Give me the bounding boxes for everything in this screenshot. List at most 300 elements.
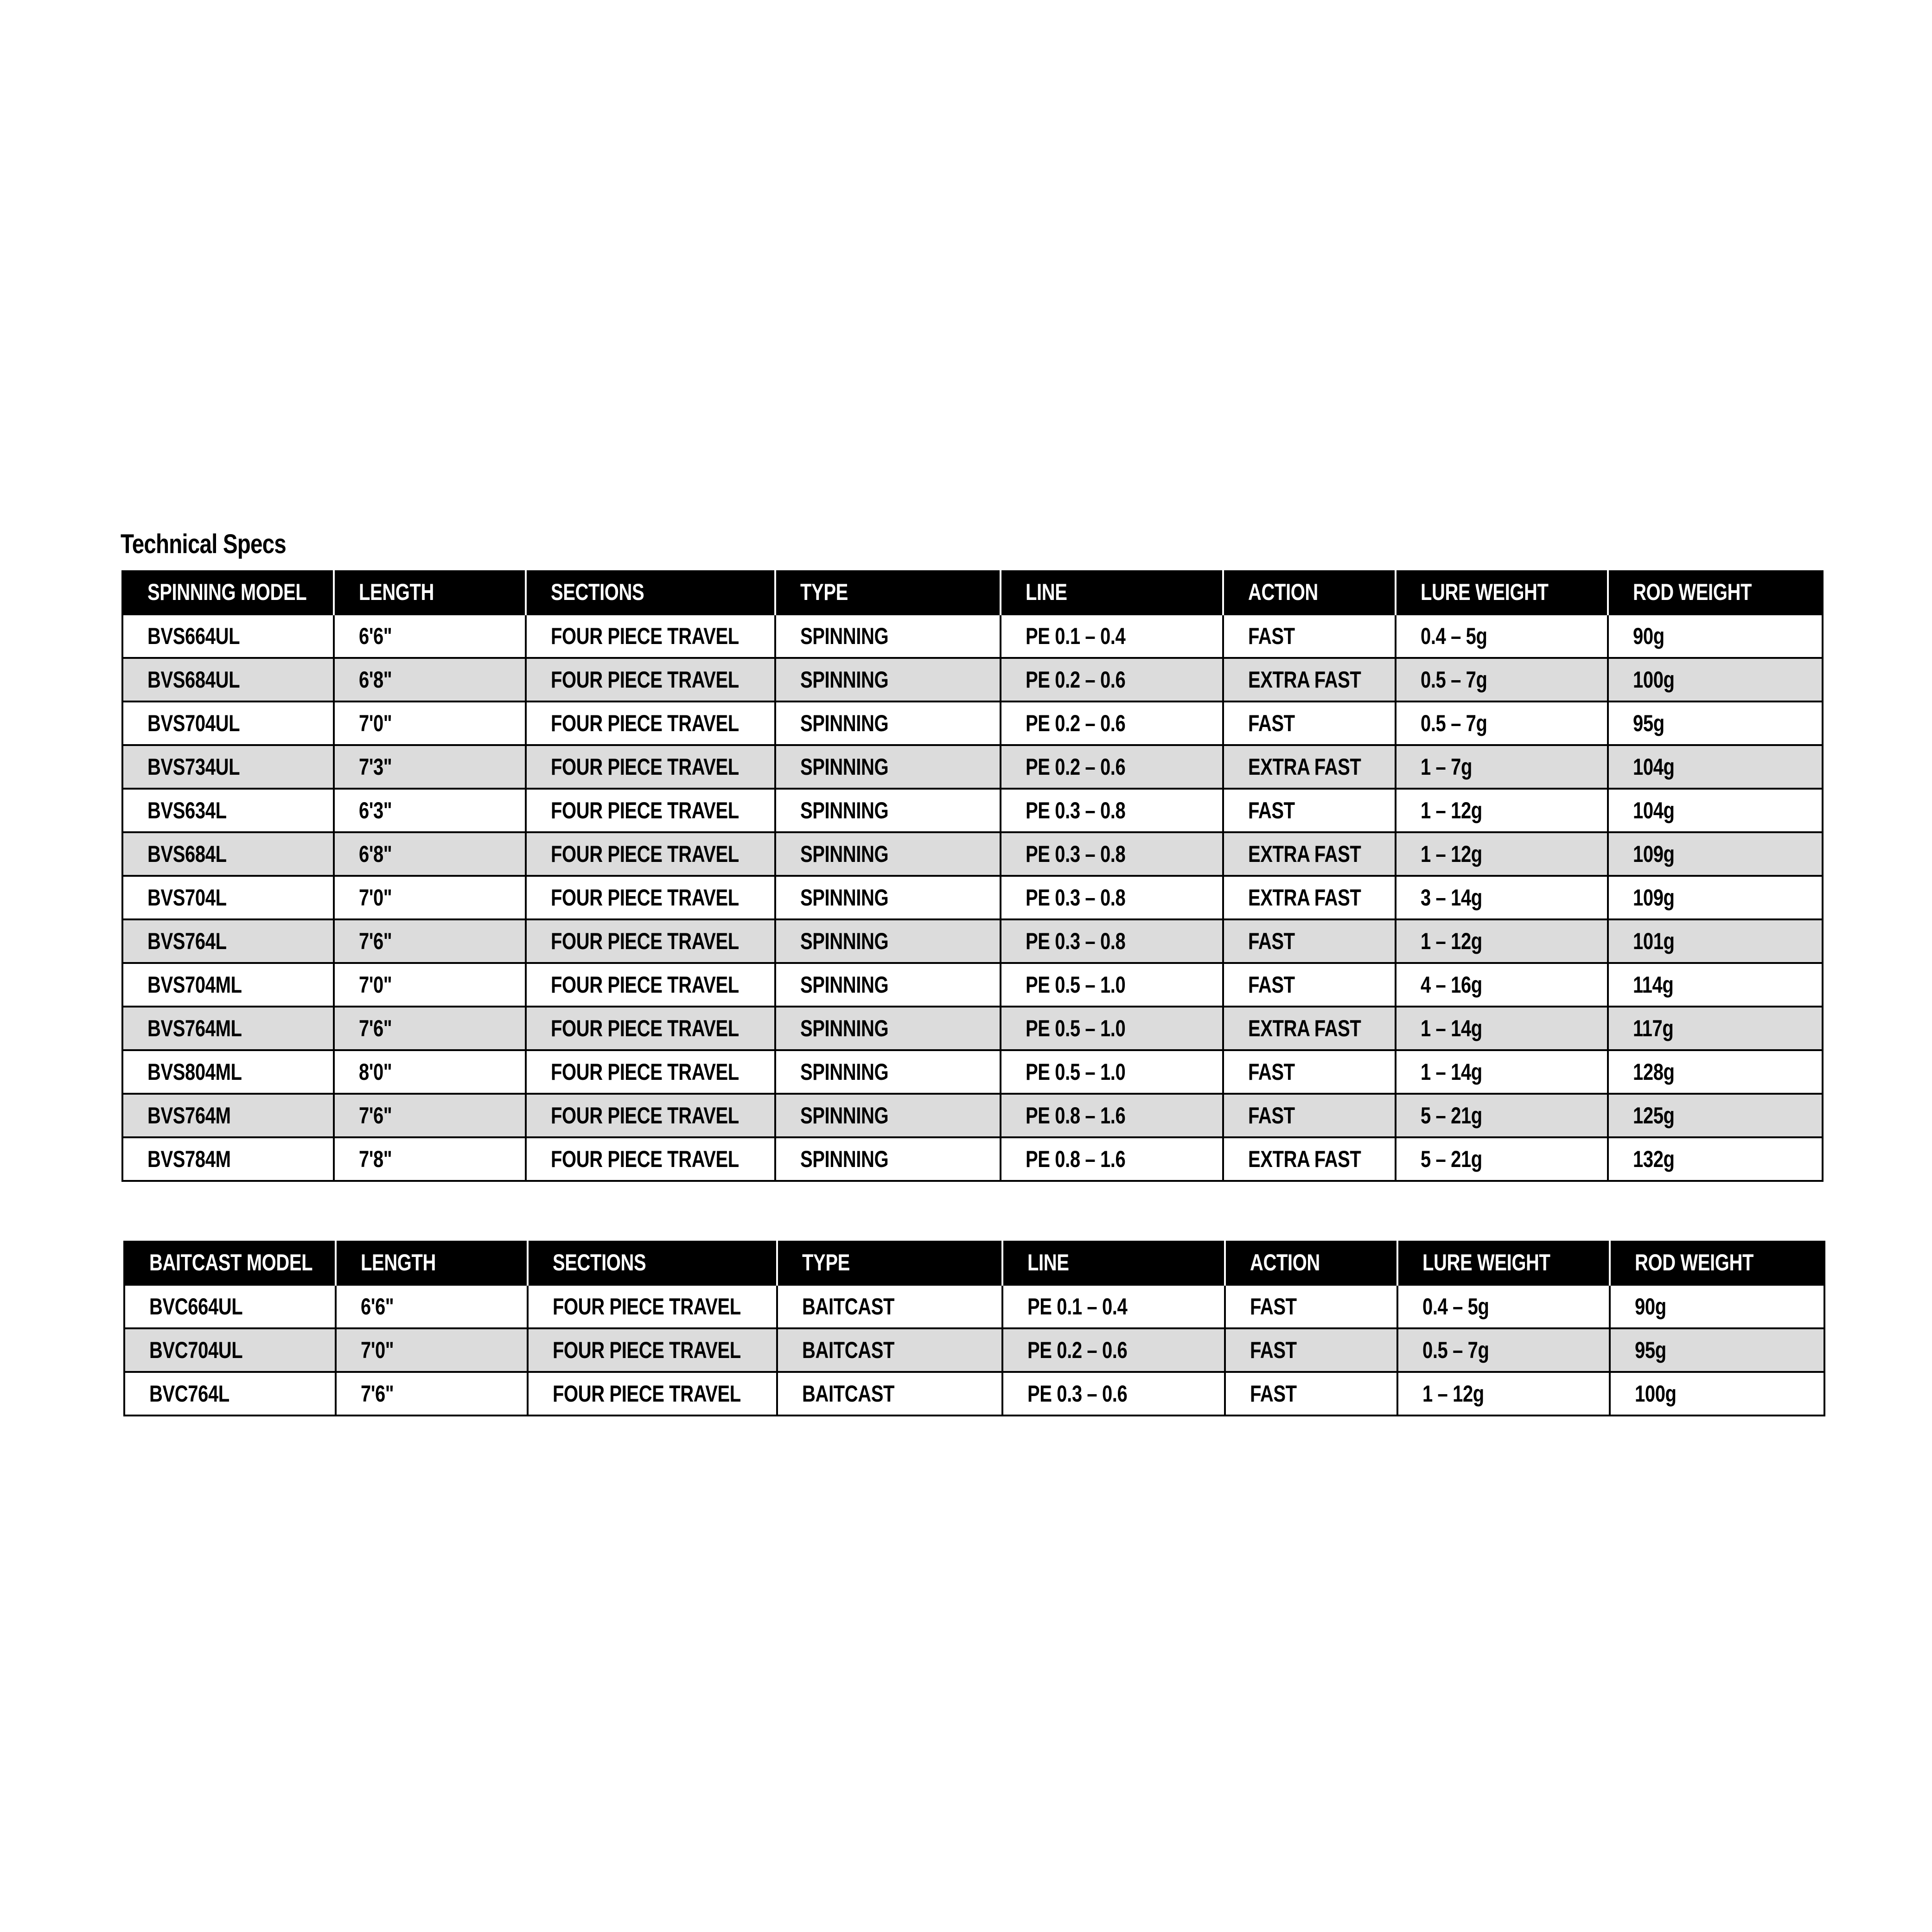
table-row: [122, 876, 1823, 919]
cell-value: SPINNING: [800, 841, 889, 867]
cell-value: 7'6": [359, 1015, 392, 1041]
cell-value: BVC664UL: [149, 1294, 243, 1320]
cell-model: [122, 658, 334, 701]
cell-value: 125g: [1633, 1103, 1675, 1129]
table-header-row: [124, 1241, 1824, 1285]
cell-value: 101g: [1633, 928, 1675, 954]
column-header-label: ROD WEIGHT: [1635, 1249, 1753, 1275]
cell-value: 1 – 7g: [1421, 754, 1472, 780]
cell-line: [1001, 919, 1223, 963]
cell-value: 132g: [1633, 1146, 1675, 1172]
table-row: [122, 1137, 1823, 1181]
cell-value: BVS784M: [147, 1146, 231, 1172]
column-header-label: ACTION: [1248, 579, 1318, 605]
cell-sections: [528, 1285, 777, 1328]
cell-value: SPINNING: [800, 928, 889, 954]
cell-model: [122, 1007, 334, 1050]
cell-value: BAITCAST: [802, 1294, 895, 1320]
column-header-label: LENGTH: [361, 1249, 436, 1275]
cell-value: BVS704ML: [147, 972, 242, 998]
column-header-sections: [526, 570, 775, 614]
column-header-type: [777, 1241, 1002, 1285]
cell-value: FOUR PIECE TRAVEL: [551, 1103, 739, 1129]
cell-model: [122, 832, 334, 876]
cell-value: BVC764L: [149, 1381, 230, 1407]
cell-type: [777, 1285, 1002, 1328]
cell-rod-weight: [1608, 789, 1823, 832]
cell-sections: [526, 876, 775, 919]
cell-value: EXTRA FAST: [1248, 885, 1361, 911]
cell-value: PE 0.2 – 0.6: [1026, 710, 1126, 736]
table-row: [122, 745, 1823, 789]
cell-length: [336, 1285, 528, 1328]
cell-type: [775, 1007, 1001, 1050]
cell-value: SPINNING: [800, 1146, 889, 1172]
cell-value: FOUR PIECE TRAVEL: [553, 1337, 741, 1363]
cell-value: 6'8": [359, 841, 392, 867]
cell-value: BVS664UL: [147, 623, 240, 649]
cell-value: BVS764ML: [147, 1015, 242, 1041]
cell-value: EXTRA FAST: [1248, 754, 1361, 780]
column-header-line: [1002, 1241, 1225, 1285]
table-row: [124, 1328, 1824, 1372]
column-header-label: ROD WEIGHT: [1633, 579, 1752, 605]
cell-length: [334, 1137, 526, 1181]
column-header-label: TYPE: [800, 579, 848, 605]
cell-lure-weight: [1396, 745, 1608, 789]
table-row: [124, 1372, 1824, 1416]
cell-value: FAST: [1248, 972, 1295, 998]
cell-type: [775, 1050, 1001, 1094]
cell-rod-weight: [1608, 1094, 1823, 1137]
cell-line: [1001, 701, 1223, 745]
cell-model: [122, 919, 334, 963]
cell-length: [334, 1007, 526, 1050]
cell-line: [1002, 1285, 1225, 1328]
cell-value: 4 – 16g: [1421, 972, 1482, 998]
column-header-label: LINE: [1027, 1249, 1069, 1275]
cell-action: [1223, 1137, 1396, 1181]
cell-line: [1001, 1094, 1223, 1137]
cell-value: 8'0": [359, 1059, 392, 1085]
table-row: [122, 658, 1823, 701]
column-header-length: [334, 570, 526, 614]
cell-value: 7'6": [359, 1103, 392, 1129]
cell-value: PE 0.3 – 0.8: [1026, 885, 1126, 911]
cell-rod-weight: [1608, 1050, 1823, 1094]
cell-value: 1 – 12g: [1421, 841, 1482, 867]
column-header-label: LURE WEIGHT: [1421, 579, 1549, 605]
column-header-label: LURE WEIGHT: [1422, 1249, 1550, 1275]
cell-value: 128g: [1633, 1059, 1675, 1085]
cell-line: [1001, 832, 1223, 876]
cell-lure-weight: [1396, 919, 1608, 963]
cell-model: [122, 1050, 334, 1094]
cell-rod-weight: [1608, 1137, 1823, 1181]
cell-lure-weight: [1396, 1137, 1608, 1181]
table-row: [122, 614, 1823, 658]
cell-line: [1001, 658, 1223, 701]
table-row: [122, 1007, 1823, 1050]
cell-value: BVS684L: [147, 841, 227, 867]
cell-value: BVS634L: [147, 797, 227, 823]
cell-model: [122, 745, 334, 789]
cell-model: [122, 876, 334, 919]
cell-value: 109g: [1633, 885, 1675, 911]
cell-model: [122, 1137, 334, 1181]
cell-value: PE 0.3 – 0.6: [1027, 1381, 1128, 1407]
column-header-model: [124, 1241, 336, 1285]
column-header-action: [1223, 570, 1396, 614]
cell-action: [1225, 1372, 1397, 1416]
cell-value: SPINNING: [800, 754, 889, 780]
table-body: [122, 614, 1823, 1181]
cell-value: BAITCAST: [802, 1337, 895, 1363]
cell-value: 109g: [1633, 841, 1675, 867]
cell-sections: [526, 832, 775, 876]
cell-type: [775, 919, 1001, 963]
cell-value: 7'0": [359, 710, 392, 736]
cell-value: FOUR PIECE TRAVEL: [551, 841, 739, 867]
cell-model: [122, 614, 334, 658]
cell-value: 0.5 – 7g: [1422, 1337, 1489, 1363]
cell-lure-weight: [1397, 1328, 1610, 1372]
column-header-label: ACTION: [1250, 1249, 1320, 1275]
page-title: Technical Specs: [121, 529, 286, 559]
cell-value: BVS764M: [147, 1103, 231, 1129]
cell-value: PE 0.8 – 1.6: [1026, 1146, 1126, 1172]
cell-sections: [526, 1137, 775, 1181]
cell-value: FAST: [1248, 710, 1295, 736]
column-header-rod-weight: [1610, 1241, 1824, 1285]
cell-type: [777, 1328, 1002, 1372]
cell-value: FOUR PIECE TRAVEL: [551, 623, 739, 649]
column-header-lure-weight: [1397, 1241, 1610, 1285]
cell-value: 117g: [1633, 1015, 1674, 1041]
cell-value: FOUR PIECE TRAVEL: [551, 1015, 739, 1041]
cell-line: [1001, 876, 1223, 919]
cell-action: [1225, 1285, 1397, 1328]
cell-sections: [526, 1094, 775, 1137]
cell-value: 0.4 – 5g: [1421, 623, 1487, 649]
cell-value: FOUR PIECE TRAVEL: [551, 1059, 739, 1085]
cell-value: BVS764L: [147, 928, 227, 954]
cell-line: [1002, 1372, 1225, 1416]
cell-value: 100g: [1633, 667, 1675, 693]
cell-sections: [526, 919, 775, 963]
cell-rod-weight: [1608, 658, 1823, 701]
cell-value: EXTRA FAST: [1248, 1015, 1361, 1041]
cell-sections: [526, 963, 775, 1007]
cell-value: 7'6": [359, 928, 392, 954]
cell-value: SPINNING: [800, 1059, 889, 1085]
cell-value: 0.5 – 7g: [1421, 710, 1487, 736]
cell-value: 0.5 – 7g: [1421, 667, 1487, 693]
cell-value: BVS684UL: [147, 667, 240, 693]
cell-sections: [526, 658, 775, 701]
cell-value: FAST: [1248, 623, 1295, 649]
cell-value: SPINNING: [800, 1015, 889, 1041]
cell-line: [1002, 1328, 1225, 1372]
cell-value: FAST: [1250, 1381, 1297, 1407]
cell-model: [124, 1372, 336, 1416]
cell-line: [1001, 745, 1223, 789]
cell-rod-weight: [1608, 919, 1823, 963]
cell-sections: [526, 1007, 775, 1050]
column-header-label: SECTIONS: [551, 579, 644, 605]
column-header-rod-weight: [1608, 570, 1823, 614]
cell-type: [777, 1372, 1002, 1416]
cell-value: 1 – 12g: [1421, 928, 1482, 954]
cell-value: BAITCAST: [802, 1381, 895, 1407]
cell-type: [775, 963, 1001, 1007]
cell-sections: [526, 614, 775, 658]
cell-rod-weight: [1610, 1285, 1824, 1328]
cell-line: [1001, 1137, 1223, 1181]
cell-lure-weight: [1396, 614, 1608, 658]
table-row: [122, 963, 1823, 1007]
cell-lure-weight: [1396, 1094, 1608, 1137]
cell-length: [334, 832, 526, 876]
cell-type: [775, 658, 1001, 701]
cell-value: 7'6": [361, 1381, 394, 1407]
cell-length: [334, 919, 526, 963]
cell-length: [334, 701, 526, 745]
cell-model: [124, 1328, 336, 1372]
cell-value: FOUR PIECE TRAVEL: [551, 754, 739, 780]
column-header-label: LINE: [1026, 579, 1067, 605]
cell-value: EXTRA FAST: [1248, 667, 1361, 693]
cell-value: FOUR PIECE TRAVEL: [551, 667, 739, 693]
cell-action: [1223, 789, 1396, 832]
cell-value: 3 – 14g: [1421, 885, 1482, 911]
cell-lure-weight: [1396, 876, 1608, 919]
cell-lure-weight: [1396, 701, 1608, 745]
cell-value: FOUR PIECE TRAVEL: [553, 1381, 741, 1407]
column-header-type: [775, 570, 1001, 614]
cell-value: 104g: [1633, 797, 1675, 823]
column-header-line: [1001, 570, 1223, 614]
table-row: [122, 789, 1823, 832]
cell-value: BVC704UL: [149, 1337, 243, 1363]
column-header-label: TYPE: [802, 1249, 850, 1275]
cell-action: [1223, 1050, 1396, 1094]
cell-action: [1223, 876, 1396, 919]
cell-value: FAST: [1248, 1059, 1295, 1085]
cell-value: 1 – 12g: [1422, 1381, 1484, 1407]
cell-value: SPINNING: [800, 623, 889, 649]
cell-rod-weight: [1608, 832, 1823, 876]
cell-action: [1223, 963, 1396, 1007]
baitcast-specs-table: [123, 1241, 1825, 1416]
cell-value: 1 – 12g: [1421, 797, 1482, 823]
cell-value: PE 0.2 – 0.6: [1026, 667, 1126, 693]
cell-sections: [526, 789, 775, 832]
cell-line: [1001, 789, 1223, 832]
cell-value: 90g: [1633, 623, 1664, 649]
cell-model: [122, 963, 334, 1007]
cell-value: SPINNING: [800, 885, 889, 911]
cell-value: BVS734UL: [147, 754, 240, 780]
table-body: [124, 1285, 1824, 1416]
cell-length: [334, 745, 526, 789]
cell-value: FAST: [1248, 1103, 1295, 1129]
table-row: [122, 1094, 1823, 1137]
cell-value: 6'6": [359, 623, 392, 649]
cell-action: [1223, 658, 1396, 701]
cell-value: 100g: [1635, 1381, 1677, 1407]
cell-value: FOUR PIECE TRAVEL: [551, 972, 739, 998]
cell-type: [775, 701, 1001, 745]
cell-value: 6'8": [359, 667, 392, 693]
cell-type: [775, 789, 1001, 832]
cell-value: FAST: [1248, 797, 1295, 823]
cell-action: [1223, 919, 1396, 963]
cell-sections: [526, 1050, 775, 1094]
cell-action: [1223, 1007, 1396, 1050]
cell-action: [1223, 701, 1396, 745]
cell-value: PE 0.8 – 1.6: [1026, 1103, 1126, 1129]
cell-rod-weight: [1608, 876, 1823, 919]
cell-type: [775, 832, 1001, 876]
cell-line: [1001, 614, 1223, 658]
cell-lure-weight: [1396, 1007, 1608, 1050]
cell-value: FAST: [1250, 1337, 1297, 1363]
cell-value: FOUR PIECE TRAVEL: [551, 797, 739, 823]
cell-model: [122, 1094, 334, 1137]
cell-value: FOUR PIECE TRAVEL: [551, 885, 739, 911]
cell-value: 1 – 14g: [1421, 1059, 1482, 1085]
cell-rod-weight: [1608, 963, 1823, 1007]
cell-type: [775, 876, 1001, 919]
cell-sections: [526, 745, 775, 789]
cell-lure-weight: [1396, 963, 1608, 1007]
cell-value: FOUR PIECE TRAVEL: [551, 928, 739, 954]
cell-value: PE 0.3 – 0.8: [1026, 928, 1126, 954]
cell-value: SPINNING: [800, 1103, 889, 1129]
cell-rod-weight: [1610, 1372, 1824, 1416]
cell-type: [775, 745, 1001, 789]
cell-value: EXTRA FAST: [1248, 1146, 1361, 1172]
cell-value: 5 – 21g: [1421, 1146, 1482, 1172]
column-header-label: SPINNING MODEL: [147, 579, 307, 605]
column-header-lure-weight: [1396, 570, 1608, 614]
cell-value: 1 – 14g: [1421, 1015, 1482, 1041]
cell-value: 5 – 21g: [1421, 1103, 1482, 1129]
cell-value: SPINNING: [800, 710, 889, 736]
cell-length: [336, 1372, 528, 1416]
cell-value: FOUR PIECE TRAVEL: [551, 1146, 739, 1172]
cell-value: PE 0.3 – 0.8: [1026, 797, 1126, 823]
cell-value: 90g: [1635, 1294, 1666, 1320]
cell-length: [336, 1328, 528, 1372]
cell-length: [334, 876, 526, 919]
cell-length: [334, 1094, 526, 1137]
cell-line: [1001, 1007, 1223, 1050]
cell-value: PE 0.1 – 0.4: [1026, 623, 1126, 649]
cell-line: [1001, 1050, 1223, 1094]
cell-value: PE 0.5 – 1.0: [1026, 972, 1126, 998]
cell-value: PE 0.1 – 0.4: [1027, 1294, 1128, 1320]
cell-action: [1223, 832, 1396, 876]
cell-value: 104g: [1633, 754, 1675, 780]
cell-type: [775, 1137, 1001, 1181]
cell-length: [334, 1050, 526, 1094]
cell-sections: [528, 1372, 777, 1416]
cell-value: 95g: [1633, 710, 1664, 736]
cell-value: PE 0.5 – 1.0: [1026, 1015, 1126, 1041]
cell-value: 7'3": [359, 754, 392, 780]
cell-value: 0.4 – 5g: [1422, 1294, 1489, 1320]
cell-rod-weight: [1608, 701, 1823, 745]
table-row: [122, 832, 1823, 876]
cell-rod-weight: [1610, 1328, 1824, 1372]
cell-length: [334, 789, 526, 832]
column-header-label: SECTIONS: [553, 1249, 646, 1275]
cell-action: [1223, 745, 1396, 789]
cell-action: [1225, 1328, 1397, 1372]
cell-value: 95g: [1635, 1337, 1666, 1363]
cell-action: [1223, 1094, 1396, 1137]
spinning-specs-table: [121, 570, 1824, 1182]
column-header-length: [336, 1241, 528, 1285]
cell-model: [122, 701, 334, 745]
cell-rod-weight: [1608, 614, 1823, 658]
cell-value: PE 0.2 – 0.6: [1026, 754, 1126, 780]
column-header-model: [122, 570, 334, 614]
cell-value: PE 0.2 – 0.6: [1027, 1337, 1128, 1363]
cell-value: 7'0": [361, 1337, 394, 1363]
cell-lure-weight: [1397, 1285, 1610, 1328]
cell-value: BVS704L: [147, 885, 227, 911]
table-row: [122, 919, 1823, 963]
column-header-label: LENGTH: [359, 579, 434, 605]
cell-model: [122, 789, 334, 832]
cell-lure-weight: [1396, 832, 1608, 876]
cell-rod-weight: [1608, 1007, 1823, 1050]
cell-value: BVS704UL: [147, 710, 240, 736]
table-row: [124, 1285, 1824, 1328]
table-row: [122, 701, 1823, 745]
column-header-action: [1225, 1241, 1397, 1285]
cell-value: 7'0": [359, 885, 392, 911]
table-header-row: [122, 570, 1823, 614]
cell-value: PE 0.5 – 1.0: [1026, 1059, 1126, 1085]
cell-value: FAST: [1248, 928, 1295, 954]
cell-length: [334, 658, 526, 701]
cell-line: [1001, 963, 1223, 1007]
cell-value: SPINNING: [800, 667, 889, 693]
cell-value: FOUR PIECE TRAVEL: [551, 710, 739, 736]
cell-sections: [528, 1328, 777, 1372]
column-header-sections: [528, 1241, 777, 1285]
cell-value: 114g: [1633, 972, 1674, 998]
cell-value: PE 0.3 – 0.8: [1026, 841, 1126, 867]
cell-action: [1223, 614, 1396, 658]
cell-lure-weight: [1396, 789, 1608, 832]
cell-value: 7'0": [359, 972, 392, 998]
table-row: [122, 1050, 1823, 1094]
cell-length: [334, 963, 526, 1007]
cell-rod-weight: [1608, 745, 1823, 789]
cell-value: EXTRA FAST: [1248, 841, 1361, 867]
cell-value: SPINNING: [800, 972, 889, 998]
cell-value: 6'6": [361, 1294, 394, 1320]
cell-value: SPINNING: [800, 797, 889, 823]
cell-value: FAST: [1250, 1294, 1297, 1320]
cell-length: [334, 614, 526, 658]
cell-type: [775, 1094, 1001, 1137]
